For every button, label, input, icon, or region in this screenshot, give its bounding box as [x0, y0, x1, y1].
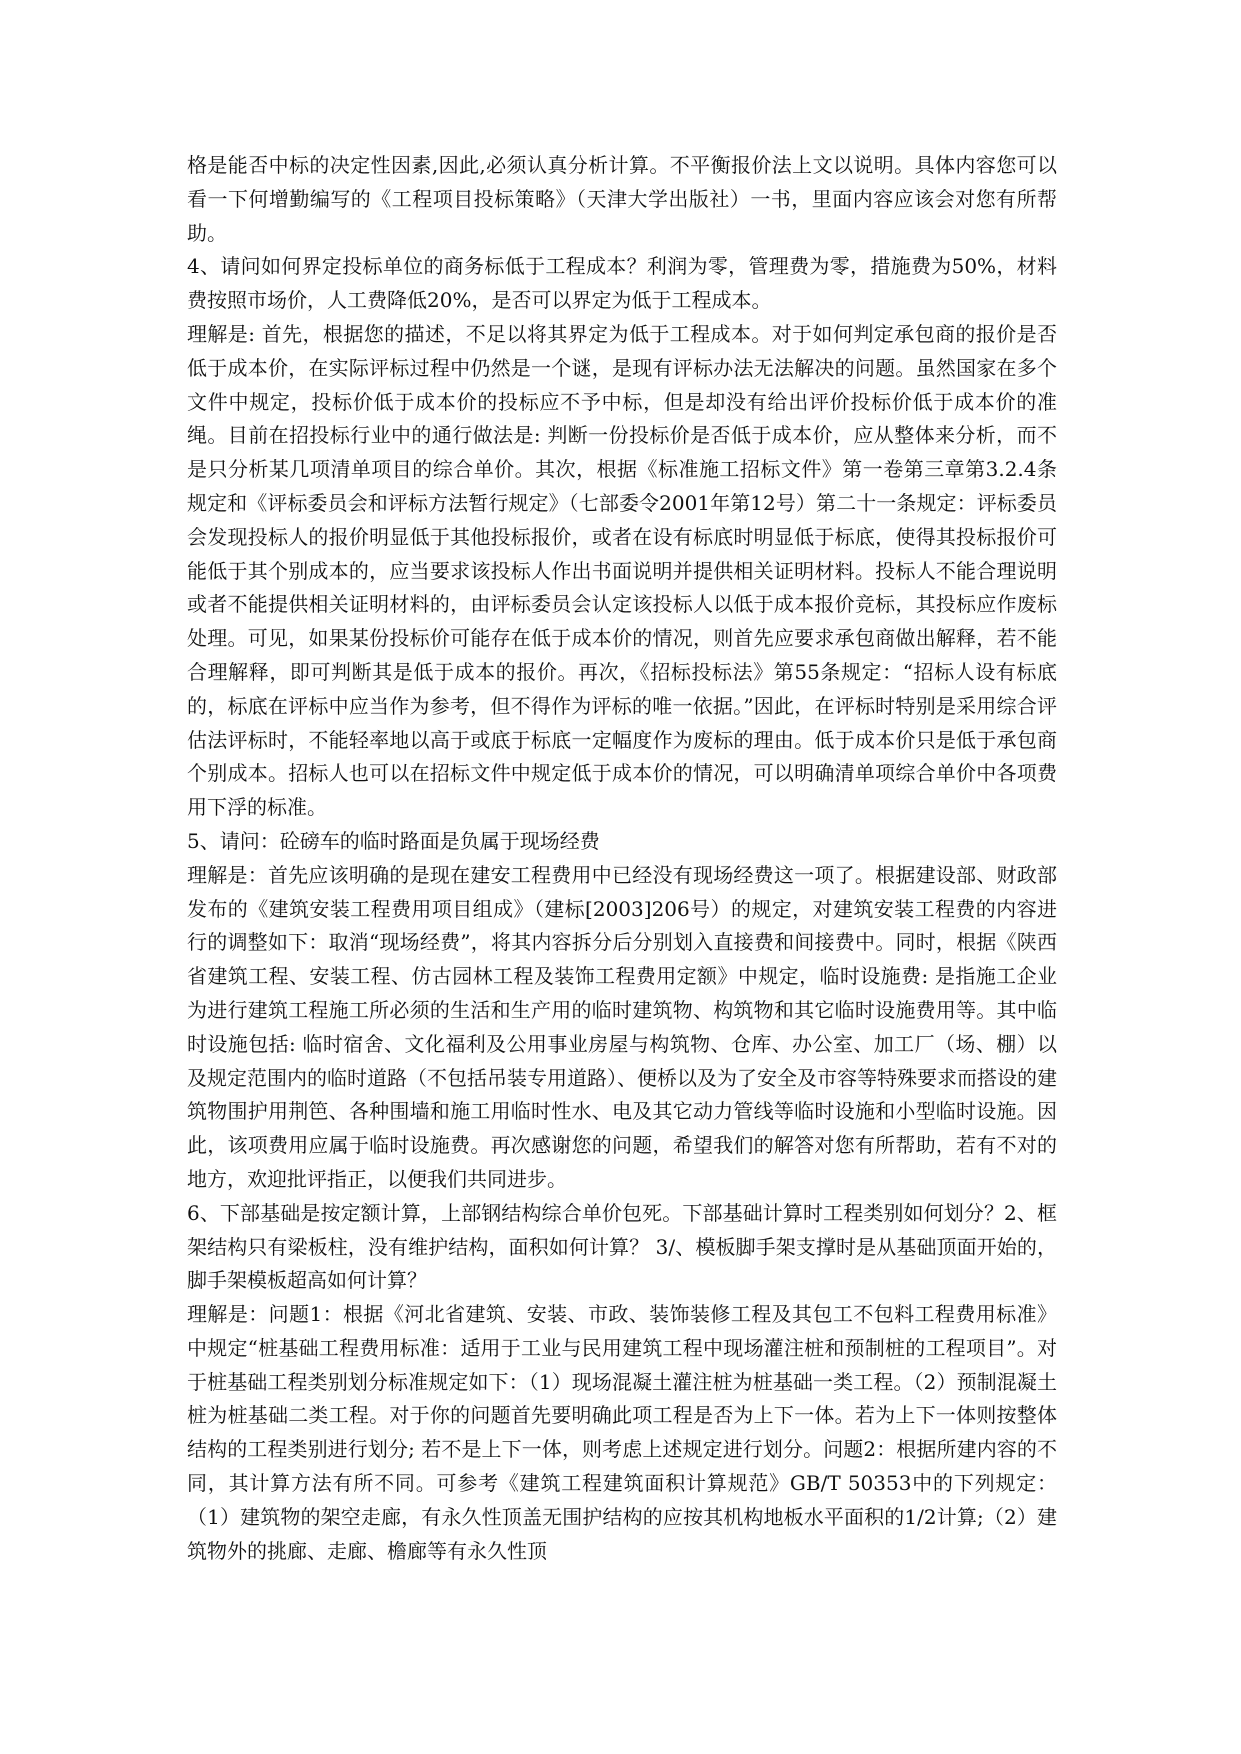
answer-6: 理解是：问题1：根据《河北省建筑、安装、市政、装饰装修工程及其包工不包料工程费用标准》中规定“桩基础工程费用标准：适用于工业与民用建筑工程中现场灌注桩和预制桩的工程项目”。对于桩基础工程类别划分标准规定如下：（1）现场混凝土灌注桩为桩基础一类工程。（2）预制混凝土桩为桩基础二类工程。对于你的问题首先要明确此项工程是否为上下一体。若为上下一体则按整体结构的工程类别进行划分; 若不是上下一体，则考虑上述规定进行划分。问题2：根据所建内容的不同，其计算方法有所不同。可参考《建筑工程建筑面积计算规范》GB/T 50353中的下列规定：（1）建筑物的架空走廊，有永久性顶盖无围护结构的应按其机构地板水平面积的1/2计算;（2）建筑物外的挑廊、走廊、檐廊等有永久性顶	[187, 1302, 1057, 1563]
answer-5: 理解是：首先应该明确的是现在建安工程费用中已经没有现场经费这一项了。根据建设部、财政部发布的《建筑安装工程费用项目组成》（建标[2003]206号）的规定，对建筑安装工程费的内容进行的调整如下：取消“现场经费”，将其内容拆分后分别划入直接费和间接费中。同时，根据《陕西省建筑工程、安装工程、仿古园林工程及装饰工程费用定额》中规定，临时设施费: 是指施工企业为进行建筑工程施工所必须的生活和生产用的临时建筑物、构筑物和其它临时设施费用等。其中临时设施包括: 临时宿舍、文化福利及公用事业房屋与构筑物、仓库、办公室、加工厂（场、棚）以及规定范围内的临时道路（不包括吊装专用道路）、便桥以及为了安全及市容等特殊要求而搭设的建筑物围护用荆笆、各种围墙和施工用临时性水、电及其它动力管线等临时设施和小型临时设施。因此，该项费用应属于临时设施费。再次感谢您的问题，希望我们的解答对您有所帮助，若有不对的地方，欢迎批评指正，以便我们共同进步。	[187, 862, 1057, 1191]
question-6: 6、下部基础是按定额计算，上部钢结构综合单价包死。下部基础计算时工程类别如何划分？2、框架结构只有梁板柱，没有维护结构，面积如何计算？ 3/、模板脚手架支撑时是从基础顶面开始的，脚手架模板超高如何计算？	[187, 1200, 1057, 1293]
document-page	[187, 149, 1057, 1568]
answer-4: 理解是: 首先，根据您的描述，不足以将其界定为低于工程成本。对于如何判定承包商的报价是否低于成本价，在实际评标过程中仍然是一个谜，是现有评标办法无法解决的问题。虽然国家在多个文件中规定，投标价低于成本价的投标应不予中标，但是却没有给出评价投标价低于成本价的准绳。目前在招投标行业中的通行做法是: 判断一份投标价是否低于成本价，应从整体来分析，而不是只分析某几项清单项目的综合单价。其次，根据《标准施工招标文件》第一卷第三章第3.2.4条规定和《评标委员会和评标方法暂行规定》（七部委令2001年第12号）第二十一条规定：评标委员会发现投标人的报价明显低于其他投标报价，或者在设有标底时明显低于标底，使得其投标报价可能低于其个别成本的，应当要求该投标人作出书面说明并提供相关证明材料。投标人不能合理说明或者不能提供相关证明材料的，由评标委员会认定该投标人以低于成本报价竞标，其投标应作废标处理。可见，如果某份投标价可能存在低于成本价的情况，则首先应要求承包商做出解释，若不能合理解释，即可判断其是低于成本的报价。再次，《招标投标法》第55条规定：“招标人设有标底的，标底在评标中应当作为参考，但不得作为评标的唯一依据。”因此，在评标时特别是采用综合评估法评标时，不能轻率地以高于或底于标底一定幅度作为废标的理由。低于成本价只是低于承包商个别成本。招标人也可以在招标文件中规定低于成本价的情况，可以明确清单项综合单价中各项费用下浮的标准。	[187, 321, 1057, 820]
paragraph-intro-continuation: 格是能否中标的决定性因素,因此,必须认真分析计算。不平衡报价法上文以说明。具体内容您可以看一下何增勤编写的《工程项目投标策略》（天津大学出版社）一书，里面内容应该会对您有所帮助。	[187, 153, 1057, 245]
question-5: 5、请问：砼磅车的临时路面是负属于现场经费	[187, 828, 600, 853]
question-4: 4、请问如何界定投标单位的商务标低于工程成本？利润为零，管理费为零，措施费为50%，材料费按照市场价，人工费降低20%，是否可以界定为低于工程成本。	[187, 254, 1057, 313]
